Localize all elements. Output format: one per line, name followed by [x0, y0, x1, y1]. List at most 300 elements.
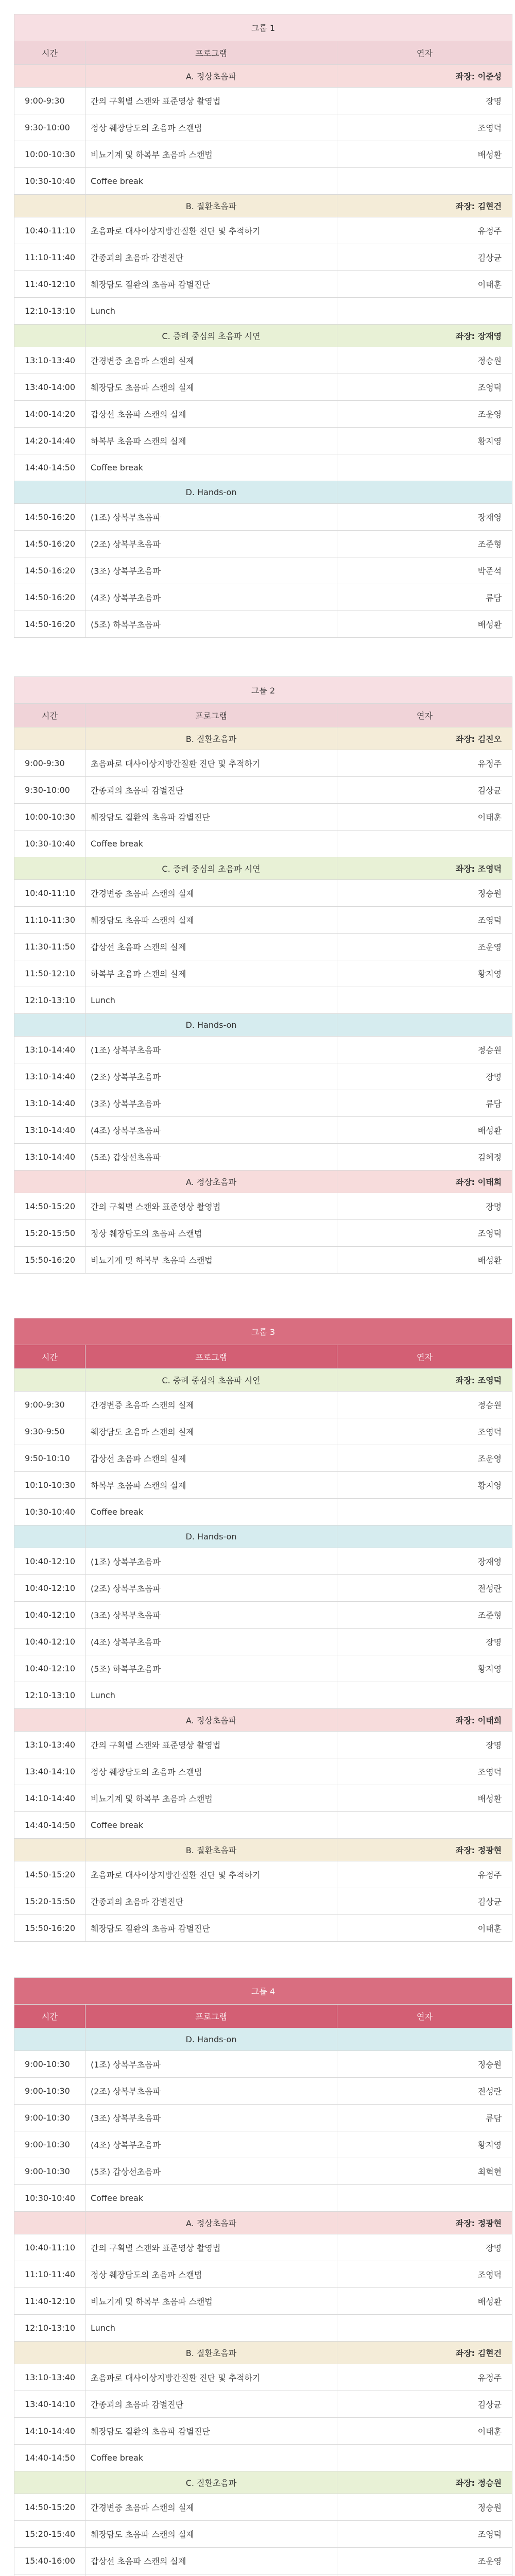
session-speaker: 조운영 [337, 2548, 512, 2574]
session-row [14, 1247, 512, 1274]
session-time: 14:50-16:20 [14, 531, 85, 557]
section-spacer [14, 481, 85, 504]
section-chair: 좌장: 정광현 [337, 2212, 512, 2234]
session-time: 10:00-10:30 [14, 804, 85, 831]
session-program: (4조) 상복부초음파 [85, 1117, 337, 1144]
section-chair: 좌장: 이태희 [337, 1709, 512, 1732]
session-time: 9:00-10:30 [14, 2051, 85, 2078]
session-speaker: 장명 [337, 1063, 512, 1090]
session-speaker: 조운영 [337, 401, 512, 428]
session-program: 췌장담도 질환의 초음파 감별진단 [85, 1915, 337, 1942]
session-row [14, 1418, 512, 1445]
session-time: 10:40-11:10 [14, 2234, 85, 2261]
session-speaker: 황지영 [337, 1655, 512, 1682]
session-program: 췌장담도 질환의 초음파 감별진단 [85, 2418, 337, 2445]
session-speaker [337, 1682, 512, 1709]
section-chair: 좌장: 조영덕 [337, 1369, 512, 1392]
section-spacer [14, 1526, 85, 1548]
section-name: C. 증례 중심의 초음파 시연 [85, 1369, 337, 1392]
session-row [14, 960, 512, 987]
section-name: B. 질환초음파 [85, 727, 337, 750]
schedule-table [14, 1977, 512, 2576]
session-program: (4조) 상복부초음파 [85, 1629, 337, 1655]
session-speaker: 조준형 [337, 531, 512, 557]
session-program: (5조) 하복부초음파 [85, 611, 337, 638]
session-speaker: 조영덕 [337, 2521, 512, 2548]
col-header-time: 시간 [14, 2005, 85, 2028]
session-row [14, 244, 512, 271]
section-chair [337, 1014, 512, 1037]
group-title: 그룹 3 [14, 1318, 512, 1345]
session-speaker: 류담 [337, 1090, 512, 1117]
section-chair: 좌장: 이태희 [337, 1171, 512, 1193]
session-program: 갑상선 초음파 스캔의 실제 [85, 934, 337, 960]
section-header-row [14, 65, 512, 88]
session-program: (1조) 상복부초음파 [85, 2051, 337, 2078]
session-row [14, 2288, 512, 2315]
session-speaker [337, 831, 512, 857]
column-header-row [14, 704, 512, 727]
session-speaker: 황지영 [337, 1472, 512, 1499]
session-program: Coffee break [85, 168, 337, 195]
session-program: 췌장담도 초음파 스캔의 실제 [85, 374, 337, 401]
col-header-speaker: 연자 [337, 2005, 512, 2028]
section-header-row [14, 325, 512, 347]
session-program: 간경변증 초음파 스캔의 실제 [85, 347, 337, 374]
col-header-speaker: 연자 [337, 704, 512, 727]
session-time: 10:40-12:10 [14, 1602, 85, 1629]
session-row [14, 1063, 512, 1090]
session-speaker [337, 454, 512, 481]
section-header-row [14, 727, 512, 750]
session-row [14, 271, 512, 298]
session-program: (2조) 상복부초음파 [85, 1575, 337, 1602]
session-program: 비뇨기계 및 하복부 초음파 스캔법 [85, 141, 337, 168]
session-time: 13:40-14:10 [14, 1758, 85, 1785]
session-row [14, 217, 512, 244]
schedule-group [14, 676, 512, 1274]
session-program: 간종괴의 초음파 감별진단 [85, 1888, 337, 1915]
section-name: C. 증례 중심의 초음파 시연 [85, 857, 337, 880]
session-speaker: 장명 [337, 2234, 512, 2261]
section-header-row [14, 195, 512, 217]
schedule-table [14, 14, 512, 638]
section-chair [337, 1526, 512, 1548]
session-speaker: 장재영 [337, 1548, 512, 1575]
session-speaker: 이태훈 [337, 2418, 512, 2445]
session-time: 11:10-11:40 [14, 244, 85, 271]
section-header-row [14, 2471, 512, 2494]
session-program: 췌장담도 질환의 초음파 감별진단 [85, 271, 337, 298]
column-header-row [14, 41, 512, 65]
session-program: 췌장담도 질환의 초음파 감별진단 [85, 804, 337, 831]
session-program: 정상 췌장담도의 초음파 스캔법 [85, 1220, 337, 1247]
session-time: 15:50-16:20 [14, 1247, 85, 1274]
section-name: A. 정상초음파 [85, 2212, 337, 2234]
session-program: Lunch [85, 987, 337, 1014]
session-speaker [337, 2315, 512, 2342]
session-program: 초음파로 대사이상지방간질환 진단 및 추적하기 [85, 1861, 337, 1888]
section-chair [337, 2028, 512, 2051]
session-row [14, 1117, 512, 1144]
session-program: Coffee break [85, 2445, 337, 2471]
session-time: 9:00-9:30 [14, 1392, 85, 1418]
session-speaker: 이태훈 [337, 271, 512, 298]
section-chair: 좌장: 김진오 [337, 727, 512, 750]
session-row [14, 347, 512, 374]
session-speaker: 조영덕 [337, 1758, 512, 1785]
section-spacer [14, 1171, 85, 1193]
session-row [14, 2234, 512, 2261]
session-time: 12:10-13:10 [14, 298, 85, 325]
session-row [14, 1144, 512, 1171]
session-time: 9:00-10:30 [14, 2078, 85, 2105]
group-title: 그룹 2 [14, 677, 512, 704]
session-program: Coffee break [85, 1812, 337, 1839]
session-speaker: 조영덕 [337, 374, 512, 401]
session-row [14, 2548, 512, 2574]
session-speaker: 이태훈 [337, 1915, 512, 1942]
session-time: 13:10-13:40 [14, 2364, 85, 2391]
session-time: 14:00-14:20 [14, 401, 85, 428]
session-row [14, 2131, 512, 2158]
session-time: 11:40-12:10 [14, 271, 85, 298]
group-title-row [14, 14, 512, 41]
session-time: 15:20-15:50 [14, 1888, 85, 1915]
session-time: 11:30-11:50 [14, 934, 85, 960]
session-program: Coffee break [85, 2185, 337, 2212]
session-row [14, 1037, 512, 1063]
session-speaker: 황지영 [337, 2131, 512, 2158]
session-time: 10:40-12:10 [14, 1548, 85, 1575]
session-program: (2조) 상복부초음파 [85, 2078, 337, 2105]
session-speaker: 박준석 [337, 557, 512, 584]
session-row [14, 88, 512, 114]
section-header-row [14, 1171, 512, 1193]
session-row [14, 804, 512, 831]
session-program: 갑상선 초음파 스캔의 실제 [85, 2548, 337, 2574]
session-row [14, 114, 512, 141]
session-speaker: 유정주 [337, 1861, 512, 1888]
session-time: 11:50-12:10 [14, 960, 85, 987]
col-header-speaker: 연자 [337, 1345, 512, 1369]
session-time: 14:10-14:40 [14, 1785, 85, 1812]
session-program: 간종괴의 초음파 감별진단 [85, 2391, 337, 2418]
session-row [14, 2158, 512, 2185]
session-time: 13:10-14:40 [14, 1037, 85, 1063]
session-row [14, 2574, 512, 2576]
group-title-row [14, 677, 512, 704]
section-name: C. 증례 중심의 초음파 시연 [85, 325, 337, 347]
section-spacer [14, 2212, 85, 2234]
session-time: 10:40-12:10 [14, 1575, 85, 1602]
session-row [14, 1732, 512, 1758]
session-program: 비뇨기계 및 하복부 초음파 스캔법 [85, 1785, 337, 1812]
session-speaker: 장명 [337, 1732, 512, 1758]
session-row [14, 1861, 512, 1888]
session-speaker [337, 2185, 512, 2212]
session-row [14, 611, 512, 638]
session-speaker: 전성란 [337, 1575, 512, 1602]
session-speaker: 배성환 [337, 1785, 512, 1812]
session-row [14, 777, 512, 804]
break-row [14, 987, 512, 1014]
section-name: A. 정상초음파 [85, 65, 337, 88]
session-program: (2조) 상복부초음파 [85, 1063, 337, 1090]
session-time: 10:40-12:10 [14, 1655, 85, 1682]
col-header-time: 시간 [14, 1345, 85, 1369]
session-time: 10:30-10:40 [14, 168, 85, 195]
session-program: Coffee break [85, 831, 337, 857]
session-row [14, 1758, 512, 1785]
session-time: 10:30-10:40 [14, 1499, 85, 1526]
session-row [14, 1548, 512, 1575]
session-speaker: 최혁현 [337, 2158, 512, 2185]
break-row [14, 2185, 512, 2212]
session-speaker: 배성환 [337, 611, 512, 638]
session-speaker: 황지영 [337, 428, 512, 454]
session-time: 14:50-15:20 [14, 2494, 85, 2521]
session-time: 9:00-9:30 [14, 750, 85, 777]
session-program: (5조) 하복부초음파 [85, 1655, 337, 1682]
section-name: D. Hands-on [85, 1526, 337, 1548]
session-speaker [337, 1812, 512, 1839]
session-program: Lunch [85, 2315, 337, 2342]
session-program: 간의 구획별 스캔와 표준영상 촬영법 [85, 88, 337, 114]
session-program: 췌장담도 초음파 스캔의 실제 [85, 907, 337, 934]
session-speaker: 장재영 [337, 504, 512, 531]
session-time: 14:40-14:50 [14, 2445, 85, 2471]
session-time: 13:10-14:40 [14, 1063, 85, 1090]
session-time: 14:40-14:50 [14, 1812, 85, 1839]
session-program: 갑상선 초음파 스캔의 실제 [85, 1445, 337, 1472]
session-speaker [337, 168, 512, 195]
break-row [14, 298, 512, 325]
session-program: 갑상선 초음파 스캔의 실제 [85, 401, 337, 428]
session-speaker: 정승원 [337, 2051, 512, 2078]
session-time: 13:10-13:40 [14, 347, 85, 374]
col-header-time: 시간 [14, 704, 85, 727]
session-speaker: 김혜정 [337, 1144, 512, 1171]
session-speaker: 김상균 [337, 244, 512, 271]
session-program: 간의 구획별 스캔와 표준영상 촬영법 [85, 1732, 337, 1758]
group-title-row [14, 1978, 512, 2005]
section-header-row [14, 2342, 512, 2364]
group-title-row [14, 1318, 512, 1345]
session-speaker: 정승원 [337, 2494, 512, 2521]
section-name: A. 정상초음파 [85, 1709, 337, 1732]
session-speaker: 배성환 [337, 141, 512, 168]
session-row [14, 2051, 512, 2078]
section-name: B. 질환초음파 [85, 2342, 337, 2364]
session-row [14, 1785, 512, 1812]
session-speaker: 김상균 [337, 777, 512, 804]
session-time: 9:00-10:30 [14, 2131, 85, 2158]
session-speaker: 유정주 [337, 217, 512, 244]
session-program: 간종괴의 초음파 감별진단 [85, 244, 337, 271]
session-row [14, 1888, 512, 1915]
break-row [14, 2315, 512, 2342]
section-name: B. 질환초음파 [85, 195, 337, 217]
session-speaker: 김상균 [337, 1888, 512, 1915]
column-header-row [14, 2005, 512, 2028]
session-speaker: 이태훈 [337, 804, 512, 831]
session-row [14, 2078, 512, 2105]
session-row [14, 750, 512, 777]
section-header-row [14, 1014, 512, 1037]
section-chair: 좌장: 정승원 [337, 2471, 512, 2494]
session-speaker [337, 2445, 512, 2471]
section-name: D. Hands-on [85, 1014, 337, 1037]
session-row [14, 1655, 512, 1682]
session-row [14, 1472, 512, 1499]
schedule-table [14, 1318, 512, 1942]
session-program: (3조) 상복부초음파 [85, 2105, 337, 2131]
session-speaker: 장명 [337, 1193, 512, 1220]
session-speaker: 정승원 [337, 1037, 512, 1063]
schedule-table [14, 676, 512, 1274]
session-time: 9:00-10:30 [14, 2105, 85, 2131]
session-time: 9:00-9:30 [14, 88, 85, 114]
section-spacer [14, 2471, 85, 2494]
session-time: 13:10-14:40 [14, 1090, 85, 1117]
section-header-row [14, 857, 512, 880]
session-speaker: 조준형 [337, 1602, 512, 1629]
break-row [14, 1499, 512, 1526]
session-time: 10:10-10:30 [14, 1472, 85, 1499]
session-time: 11:10-11:40 [14, 2261, 85, 2288]
session-program: 정상 췌장담도의 초음파 스캔법 [85, 2261, 337, 2288]
session-speaker: 정승원 [337, 880, 512, 907]
session-time: 12:10-13:10 [14, 987, 85, 1014]
section-header-row [14, 1709, 512, 1732]
session-time: 9:30-10:00 [14, 114, 85, 141]
break-row [14, 168, 512, 195]
session-speaker [337, 1499, 512, 1526]
schedule-group [14, 14, 512, 638]
session-row [14, 1629, 512, 1655]
session-row [14, 531, 512, 557]
session-time: 12:10-13:10 [14, 1682, 85, 1709]
session-program: 간종괴의 초음파 감별진단 [85, 777, 337, 804]
session-time: 9:50-10:10 [14, 1445, 85, 1472]
session-speaker: 조운영 [337, 1445, 512, 1472]
session-time: 14:40-14:50 [14, 454, 85, 481]
session-program: 비뇨기계 및 하복부 초음파 스캔법 [85, 2288, 337, 2315]
session-time [14, 2574, 85, 2576]
session-time: 15:20-15:40 [14, 2521, 85, 2548]
session-program [85, 2574, 337, 2576]
session-program: 간의 구획별 스캔와 표준영상 촬영법 [85, 2234, 337, 2261]
session-speaker: 유정주 [337, 2364, 512, 2391]
session-program: 초음파로 대사이상지방간질환 진단 및 추적하기 [85, 2364, 337, 2391]
session-speaker: 조운영 [337, 934, 512, 960]
session-row [14, 1392, 512, 1418]
break-row [14, 831, 512, 857]
section-chair: 좌장: 조영덕 [337, 857, 512, 880]
session-time: 13:10-14:40 [14, 1117, 85, 1144]
session-time: 14:50-16:20 [14, 557, 85, 584]
section-spacer [14, 65, 85, 88]
session-row [14, 141, 512, 168]
section-name: A. 정상초음파 [85, 1171, 337, 1193]
session-time: 10:40-11:10 [14, 217, 85, 244]
section-name: D. Hands-on [85, 2028, 337, 2051]
session-time: 11:40-12:10 [14, 2288, 85, 2315]
session-speaker [337, 298, 512, 325]
session-row [14, 401, 512, 428]
session-row [14, 1220, 512, 1247]
session-time: 9:30-9:50 [14, 1418, 85, 1445]
column-header-row [14, 1345, 512, 1369]
session-program: (1조) 상복부초음파 [85, 1037, 337, 1063]
session-row [14, 1090, 512, 1117]
section-spacer [14, 2028, 85, 2051]
session-program: 정상 췌장담도의 초음파 스캔법 [85, 114, 337, 141]
session-row [14, 1193, 512, 1220]
session-time: 11:10-11:30 [14, 907, 85, 934]
col-header-speaker: 연자 [337, 41, 512, 65]
session-row [14, 1915, 512, 1942]
section-header-row [14, 2212, 512, 2234]
session-program: 정상 췌장담도의 초음파 스캔법 [85, 1758, 337, 1785]
group-title: 그룹 4 [14, 1978, 512, 2005]
session-time: 15:20-15:50 [14, 1220, 85, 1247]
section-chair: 좌장: 정광현 [337, 1839, 512, 1861]
session-speaker: 류담 [337, 2105, 512, 2131]
session-row [14, 934, 512, 960]
section-chair: 좌장: 장재영 [337, 325, 512, 347]
session-time: 13:10-13:40 [14, 1732, 85, 1758]
session-program: Lunch [85, 298, 337, 325]
session-program: (3조) 상복부초음파 [85, 1602, 337, 1629]
session-time: 15:40-16:00 [14, 2548, 85, 2574]
session-row [14, 1575, 512, 1602]
session-program: (2조) 상복부초음파 [85, 531, 337, 557]
section-chair [337, 481, 512, 504]
session-speaker: 황지영 [337, 960, 512, 987]
session-program: (5조) 갑상선초음파 [85, 1144, 337, 1171]
session-speaker: 김상균 [337, 2391, 512, 2418]
session-speaker [337, 2574, 512, 2576]
session-speaker: 장명 [337, 88, 512, 114]
session-time: 10:30-10:40 [14, 831, 85, 857]
session-speaker [337, 987, 512, 1014]
session-time: 10:00-10:30 [14, 141, 85, 168]
session-program: Coffee break [85, 1499, 337, 1526]
section-spacer [14, 1014, 85, 1037]
session-speaker: 배성환 [337, 1117, 512, 1144]
section-chair: 좌장: 김현건 [337, 195, 512, 217]
session-row [14, 2521, 512, 2548]
schedule-group [14, 1977, 512, 2576]
session-program: (3조) 상복부초음파 [85, 557, 337, 584]
session-speaker: 배성환 [337, 2288, 512, 2315]
section-header-row [14, 481, 512, 504]
session-time: 13:40-14:00 [14, 374, 85, 401]
session-time: 15:50-16:20 [14, 1915, 85, 1942]
session-time: 13:40-14:10 [14, 2391, 85, 2418]
session-time: 14:50-16:20 [14, 504, 85, 531]
session-time: 9:30-10:00 [14, 777, 85, 804]
session-program: 간의 구획별 스캔와 표준영상 촬영법 [85, 1193, 337, 1220]
session-program: 하복부 초음파 스캔의 실제 [85, 428, 337, 454]
break-row [14, 1812, 512, 1839]
session-time: 10:40-11:10 [14, 880, 85, 907]
session-speaker: 조영덕 [337, 2261, 512, 2288]
break-row [14, 2445, 512, 2471]
section-spacer [14, 857, 85, 880]
